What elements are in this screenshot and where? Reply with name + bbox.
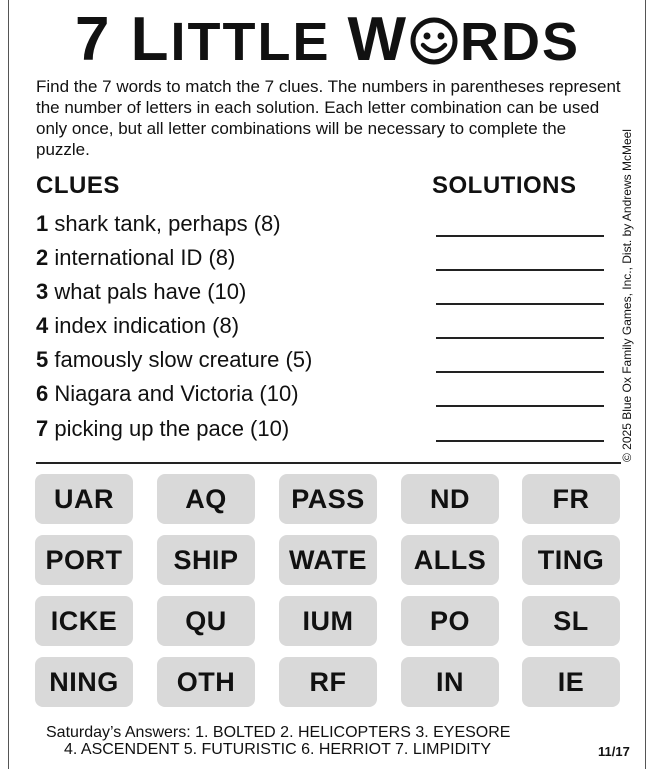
letter-tile[interactable]: WATE [279,535,377,585]
clue-6: 6 Niagara and Victoria (10) [36,381,299,406]
solution-line-6[interactable] [436,405,604,407]
solution-line-2[interactable] [436,269,604,271]
letter-tile[interactable]: PO [401,596,499,646]
right-border [645,0,646,769]
letter-tile[interactable]: IUM [279,596,377,646]
smiley-icon [409,16,459,66]
left-border [8,0,9,769]
clues-heading: CLUES [36,172,120,199]
divider [36,462,621,464]
solution-line-7[interactable] [436,440,604,442]
clue-3: 3 what pals have (10) [36,279,247,304]
letter-tile[interactable]: ICKE [35,596,133,646]
letter-tile[interactable]: NING [35,657,133,707]
instructions: Find the 7 words to match the 7 clues. The numbers in parentheses represent the number of letters in each solution. Each letter combination can be used only once, but all letter combinations will be necessary to complete the puzzle. [36,77,621,159]
letter-tile[interactable]: AQ [157,474,255,524]
letter-tile[interactable]: PORT [35,535,133,585]
solution-line-4[interactable] [436,337,604,339]
clue-4: 4 index indication (8) [36,313,240,338]
previous-answers-line-1: Saturday’s Answers: 1. BOLTED 2. HELICOPTERS 3. EYESORE [46,724,511,741]
letter-tile[interactable]: ALLS [401,535,499,585]
letter-tile[interactable]: IN [401,657,499,707]
previous-answers-line-2: 4. ASCENDENT 5. FUTURISTIC 6. HERRIOT 7. LIMPIDITY [64,741,492,758]
letter-tile[interactable]: UAR [35,474,133,524]
letter-tile[interactable]: FR [522,474,620,524]
clue-2: 2 international ID (8) [36,245,236,270]
letter-tile[interactable]: SL [522,596,620,646]
letter-tile[interactable]: QU [157,596,255,646]
letter-tile[interactable]: RF [279,657,377,707]
letter-tile[interactable]: ND [401,474,499,524]
letter-tile[interactable]: SHIP [157,535,255,585]
puzzle-title: 7 LITTLE W RDS [74,5,581,74]
solutions-heading: SOLUTIONS [432,172,577,199]
copyright-credit: © 2025 Blue Ox Family Games, Inc., Dist. by Andrews McMeel [620,129,634,462]
clue-5: 5 famously slow creature (5) [36,347,313,372]
solution-line-1[interactable] [436,235,604,237]
letter-tile[interactable]: IE [522,657,620,707]
letter-tile[interactable]: TING [522,535,620,585]
clue-1: 1 shark tank, perhaps (8) [36,211,281,236]
puzzle-date: 11/17 [598,744,630,759]
letter-tile[interactable]: PASS [279,474,377,524]
solution-line-3[interactable] [436,303,604,305]
solution-line-5[interactable] [436,371,604,373]
letter-tile[interactable]: OTH [157,657,255,707]
clue-7: 7 picking up the pace (10) [36,416,290,441]
